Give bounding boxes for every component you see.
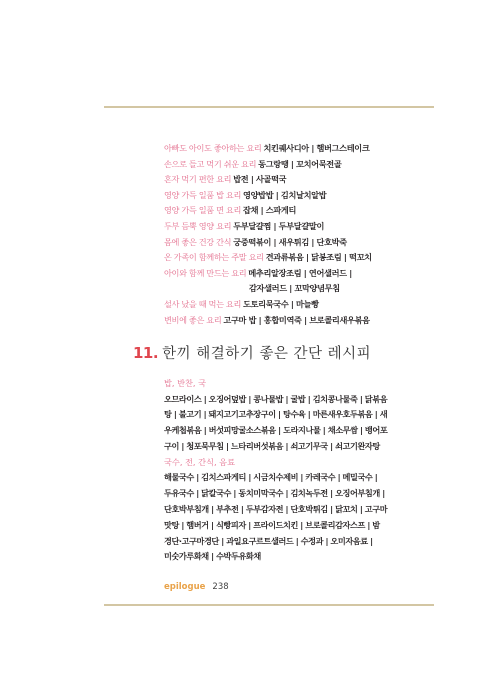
recipe-list xyxy=(164,376,404,565)
chapter-title: 한끼 해결하기 좋은 간단 레시피 xyxy=(162,346,372,362)
toc-items: 두부달걀찜 | 두부달걀말이 xyxy=(233,220,325,231)
footer-label: epilogue xyxy=(164,582,206,592)
page-footer xyxy=(164,582,229,592)
toc-category: 영양 가득 일품 밥 요리 xyxy=(164,189,242,200)
recipe-line: 경단·고구마경단 | 과일요구르트샐러드 | 수정과 | 오미자음료 | xyxy=(164,535,373,546)
recipe-line: 우케첩볶음 | 버섯피망굴소스볶음 | 도라지나물 | 채소무쌈 | 뱅어포 xyxy=(164,425,388,436)
recipe-line: 두유국수 | 닭칼국수 | 동치미막국수 | 김치녹두전 | 오징어부침개 | xyxy=(164,488,385,499)
toc-items: 감자샐러드 | 꼬막양념무침 xyxy=(249,283,340,294)
toc-category: 변비에 좋은 요리 xyxy=(164,314,222,325)
toc-items: 치킨퀘사디아 | 햄버그스테이크 xyxy=(263,143,370,153)
toc-line xyxy=(164,235,444,251)
recipe-line: 미숫가루화채 | 수박두유화채 xyxy=(164,551,261,562)
recipe-line: 해물국수 | 김치스파게티 | 시금치수제비 | 카레국수 | 메밀국수 | xyxy=(164,472,378,483)
recipe-line: 단호박부침개 | 부추전 | 두부감자전 | 단호박튀김 | 닭꼬치 | 고구마 xyxy=(164,503,388,514)
toc-line xyxy=(164,157,444,173)
bottom-divider xyxy=(104,604,434,606)
toc-category: 아이와 함께 만드는 요리 xyxy=(164,267,247,278)
top-divider xyxy=(104,106,434,108)
toc-line xyxy=(164,219,444,235)
toc-category: 설사 났을 때 먹는 요리 xyxy=(164,298,242,309)
recipe-line: 오므라이스 | 오징어덮밥 | 콩나물밥 | 굴밥 | 김치콩나물죽 | 닭볶음 xyxy=(164,393,388,404)
toc-category: 영양 가득 일품 면 요리 xyxy=(164,205,242,216)
toc-items: 메추리알장조림 | 연어샐러드 | xyxy=(248,267,352,278)
toc-category: 혼자 먹기 편한 요리 xyxy=(164,174,232,185)
toc-items: 도토리묵국수 | 마늘빵 xyxy=(243,298,319,309)
toc-category: 손으로 들고 먹기 쉬운 요리 xyxy=(164,158,257,169)
toc-category: 온 가족이 함께하는 주말 요리 xyxy=(164,252,264,263)
toc-line xyxy=(164,250,444,266)
toc-line xyxy=(164,172,444,188)
section-heading: 밥, 반찬, 국 xyxy=(164,378,207,388)
section-heading: 국수, 전, 간식, 음료 xyxy=(164,456,235,467)
toc-items: 견과류볶음 | 닭봉조림 | 떡꼬치 xyxy=(265,252,372,263)
toc-line xyxy=(164,266,444,282)
toc-line xyxy=(164,297,444,313)
toc-line xyxy=(164,188,444,204)
toc-items: 궁중떡볶이 | 새우튀김 | 단호박죽 xyxy=(233,236,347,247)
toc-line-continued xyxy=(164,281,444,297)
toc-items: 고구마 밥 | 홍합미역죽 | 브로콜리새우볶음 xyxy=(223,314,370,325)
toc-category: 아빠도 아이도 좋아하는 요리 xyxy=(164,143,262,153)
toc-items: 밥전 | 사골떡국 xyxy=(233,174,287,185)
recipe-line: 구이 | 청포묵무침 | 느타리버섯볶음 | 쇠고기무국 | 쇠고기완자탕 xyxy=(164,440,380,451)
page-number: 238 xyxy=(212,582,229,592)
toc-line xyxy=(164,313,444,329)
chapter-heading xyxy=(133,342,371,363)
toc-category: 몸에 좋은 건강 간식 xyxy=(164,236,232,247)
chapter-number: 11. xyxy=(133,344,159,362)
toc-category: 두부 듬뿍 영양 요리 xyxy=(164,220,232,231)
recipe-line: 탕 | 불고기 | 돼지고기고추장구이 | 탕수육 | 마른새우호두볶음 | 새 xyxy=(164,409,388,420)
toc-line xyxy=(164,141,444,157)
toc-items: 동그랑땡 | 꼬치어묵전골 xyxy=(258,158,342,169)
toc-items: 잡채 | 스파게티 xyxy=(243,205,297,216)
recipe-line: 맛탕 | 햄버거 | 식빵피자 | 프라이드치킨 | 브로콜리감자스프 | 밤 xyxy=(164,519,380,530)
toc-items: 영양밥밥 | 김치날치알밥 xyxy=(243,189,327,200)
toc-list xyxy=(164,141,444,328)
toc-line xyxy=(164,203,444,219)
